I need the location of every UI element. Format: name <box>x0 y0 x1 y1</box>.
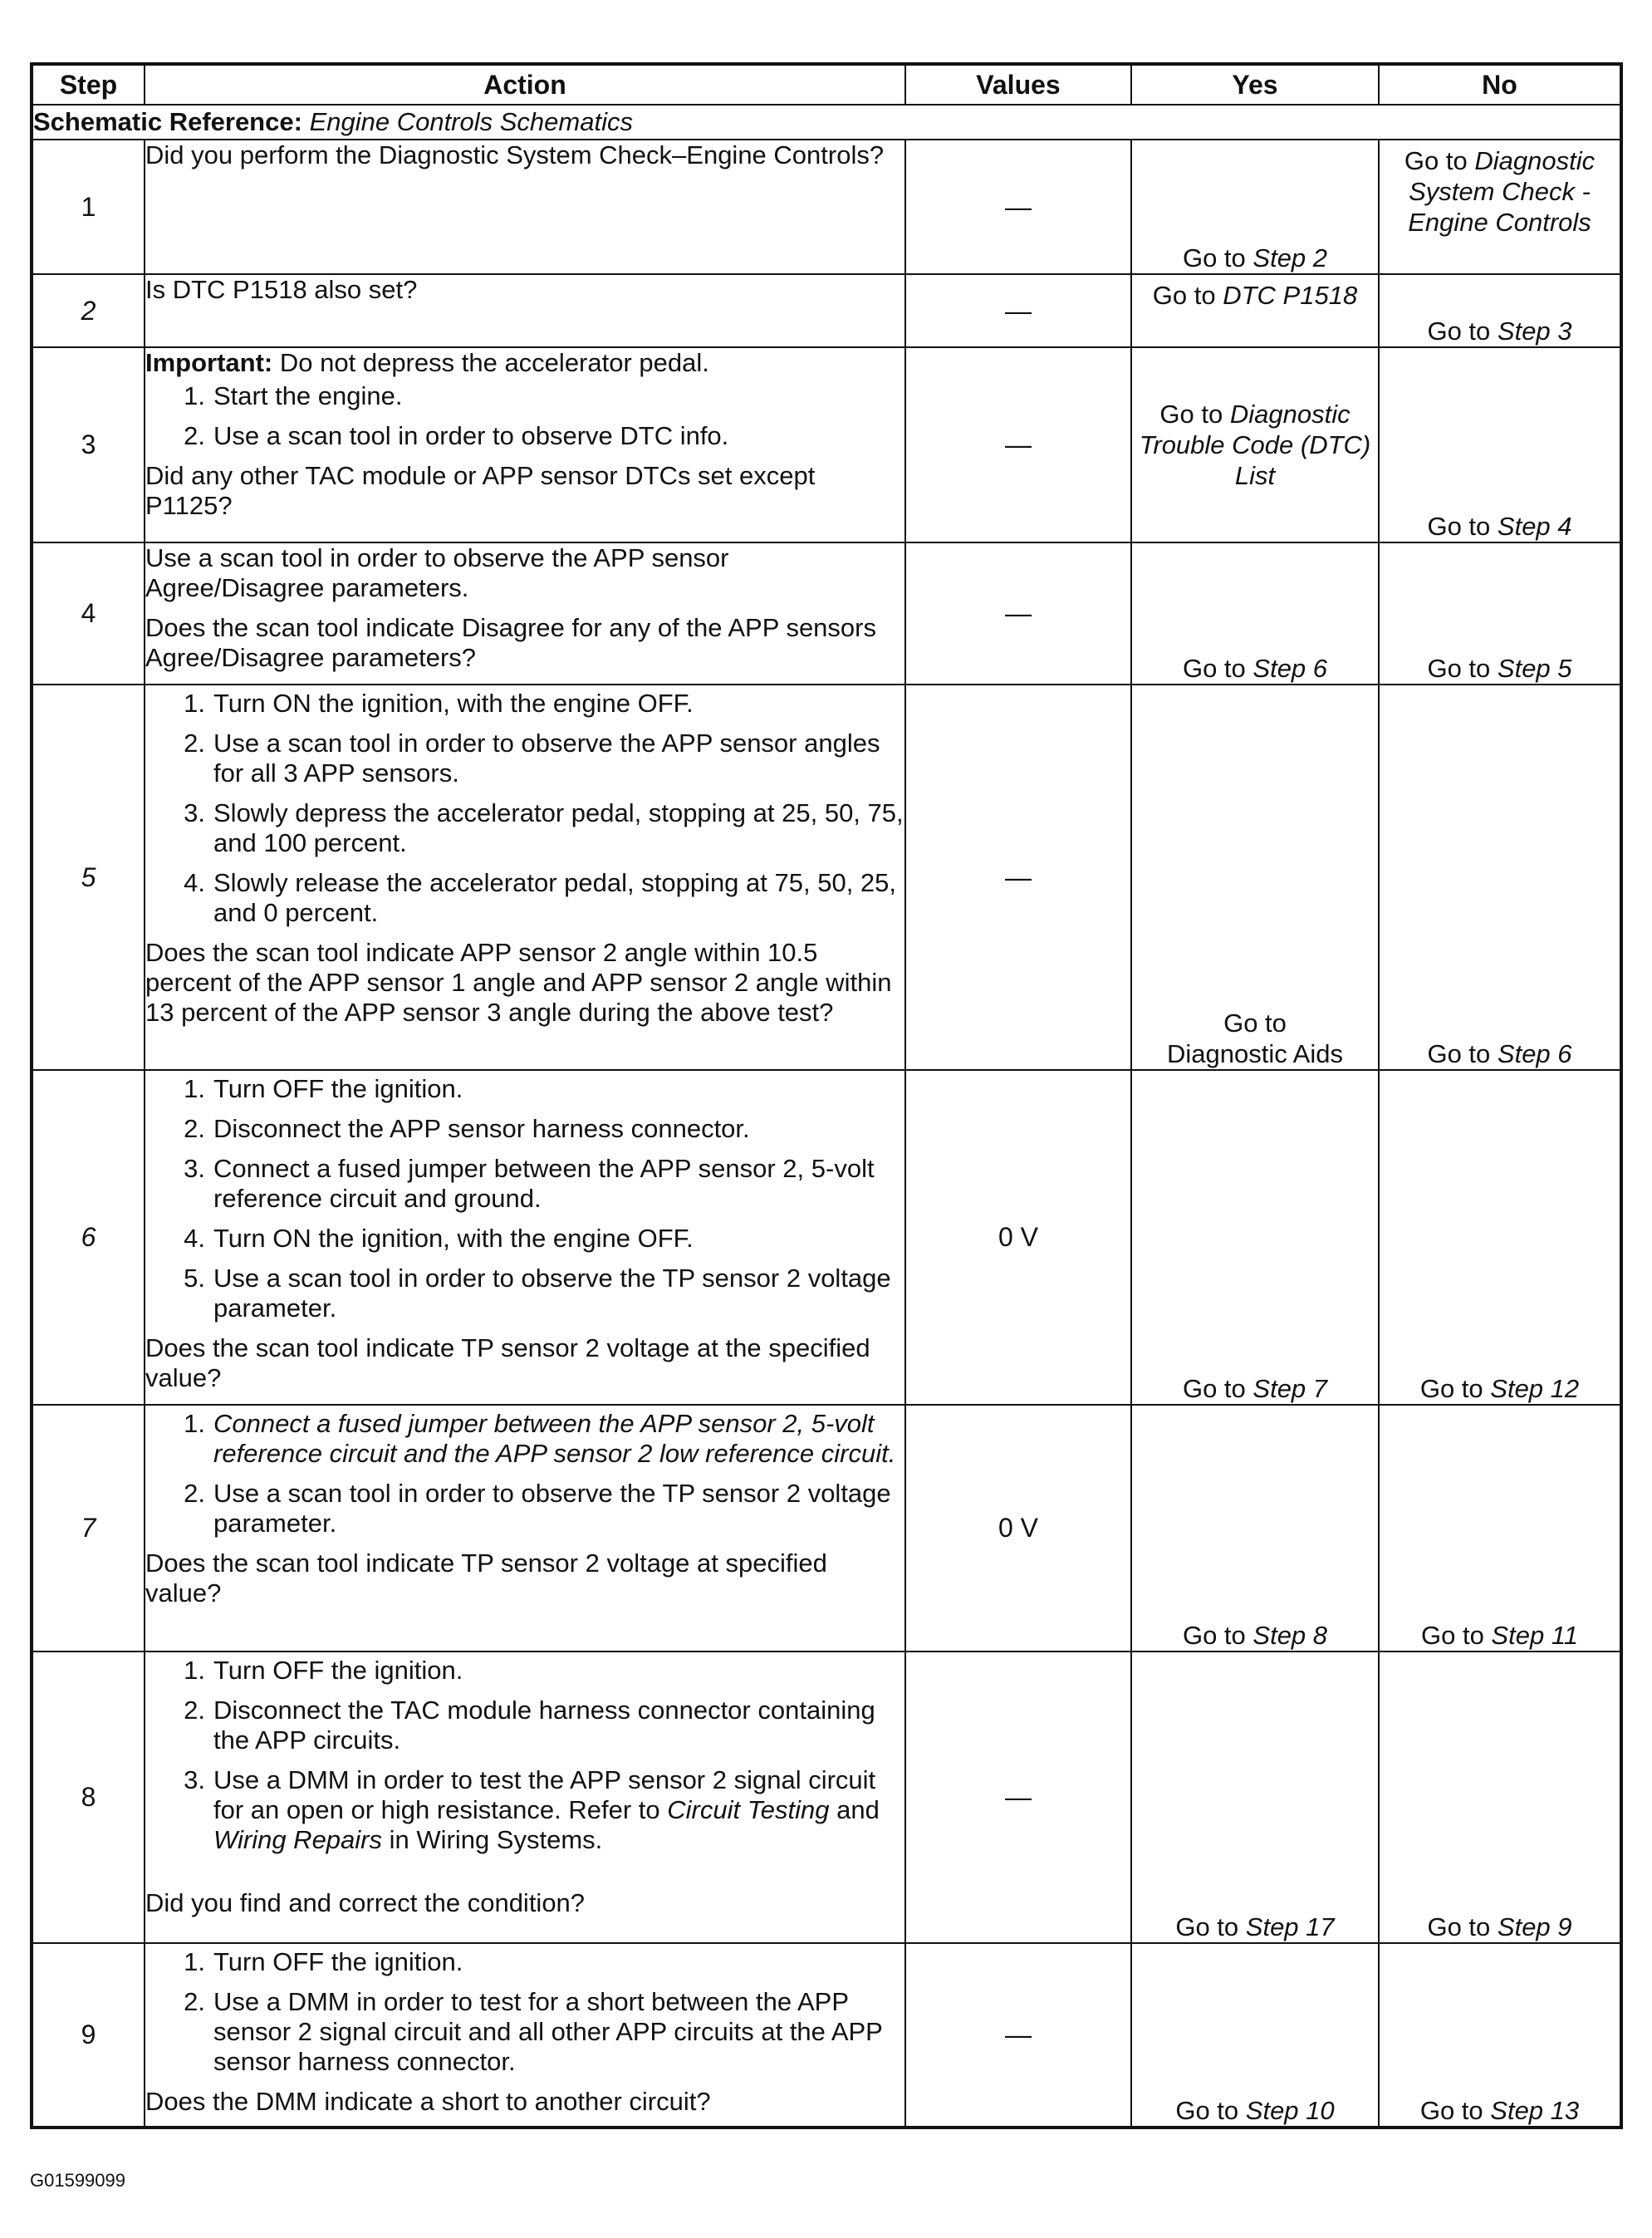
step-number: 2 <box>32 274 145 347</box>
no-cell <box>1379 347 1621 542</box>
diagnostic-table-container <box>30 62 1623 2129</box>
yes-link[interactable]: Step 6 <box>1252 654 1328 683</box>
list-item-text: Connect a fused jumper between the APP sensor 2, 5-volt reference circuit and ground. <box>213 1154 875 1213</box>
list-item: 1. Connect a fused jumper between the APP sensor 2, 5-volt reference circuit and the APP sensor 2 low reference circuit. <box>145 1409 904 1469</box>
no-link[interactable]: Step 6 <box>1497 1039 1572 1068</box>
list-item-text: Use a scan tool in order to observe the TP sensor 2 voltage parameter. <box>213 1264 891 1323</box>
step-number: 1 <box>32 140 145 274</box>
action-question: Does the scan tool indicate TP sensor 2 voltage at the specified value? <box>145 1333 870 1392</box>
yes-prefix: Go to <box>1182 654 1253 683</box>
yes-cell <box>1131 1652 1379 1943</box>
important-text: Do not depress the accelerator pedal. <box>279 348 709 377</box>
schematic-reference-label: Schematic Reference: <box>33 107 302 136</box>
item-text: in Wiring Systems. <box>382 1825 603 1854</box>
yes-prefix: Go to <box>1175 2096 1246 2125</box>
list-item-text: Slowly depress the accelerator pedal, stopping at 25, 50, 75, and 100 percent. <box>213 798 904 857</box>
important-note <box>145 348 904 378</box>
list-item-text: Use a DMM in order to test for a short between the APP sensor 2 signal circuit and all other APP circuits at the APP sensor harness connector. <box>213 1987 883 2076</box>
no-prefix: Go to <box>1419 1374 1491 1403</box>
list-item: 2. Use a scan tool in order to observe the TP sensor 2 voltage parameter. <box>145 1479 904 1539</box>
list-item-text: Turn ON the ignition, with the engine OFF. <box>213 689 694 718</box>
action-question: Did any other TAC module or APP sensor DTCs set except P1125? <box>145 461 816 520</box>
list-item: 4. Slowly release the accelerator pedal, stopping at 75, 50, 25, and 0 percent. <box>145 868 904 928</box>
yes-link[interactable]: Diagnostic Trouble Code (DTC) List <box>1139 400 1371 490</box>
no-prefix: Go to <box>1427 317 1498 346</box>
diagnostic-table <box>30 62 1623 2129</box>
yes-cell <box>1131 347 1379 542</box>
no-link[interactable]: Step 11 <box>1491 1621 1578 1650</box>
list-item: 3. Slowly depress the accelerator pedal, stopping at 25, 50, 75, and 100 percent. <box>184 798 904 857</box>
step-number: 3 <box>32 347 145 542</box>
list-item-text: Use a scan tool in order to observe the APP sensor angles for all 3 APP sensors. <box>213 729 880 788</box>
no-cell <box>1379 1070 1621 1405</box>
yes-cell <box>1131 274 1379 347</box>
no-cell <box>1379 1652 1621 1943</box>
step-number: 5 <box>32 685 145 1070</box>
action-question: Does the scan tool indicate Disagree for any of the APP sensors Agree/Disagree parameters? <box>145 613 876 672</box>
header-yes: Yes <box>1131 64 1379 105</box>
list-item-text <box>213 1765 904 1855</box>
table-row-step-3 <box>32 347 1621 542</box>
yes-prefix: Go to <box>1182 1374 1253 1403</box>
yes-cell <box>1131 1405 1379 1652</box>
action-intro: Use a scan tool in order to observe the APP sensor Agree/Disagree parameters. <box>145 543 729 602</box>
list-item-text: Turn OFF the ignition. <box>213 1656 463 1685</box>
no-prefix: Go to <box>1404 146 1475 175</box>
table-row-step-5 <box>32 685 1621 1070</box>
header-row <box>32 64 1621 105</box>
list-item: 1. Start the engine. <box>145 381 904 411</box>
no-cell <box>1379 140 1621 274</box>
action-question: Does the scan tool indicate TP sensor 2 voltage at specified value? <box>145 1548 827 1607</box>
list-item-text: Connect a fused jumper between the APP sensor 2, 5-volt reference circuit and the APP sensor 2 low reference circuit. <box>213 1409 896 1468</box>
wiring-repairs-link[interactable]: Wiring Repairs <box>213 1825 382 1854</box>
no-cell <box>1379 1943 1621 2128</box>
list-item: 3. Use a DMM in order to test the APP sensor 2 signal circuit for an open or high resistance. Refer to Circuit Testing and Wiring Repairs in Wiring Systems. <box>145 1765 904 1855</box>
no-cell <box>1379 542 1621 685</box>
yes-link[interactable]: Step 8 <box>1252 1621 1328 1650</box>
values-cell: 0 V <box>905 1405 1131 1652</box>
action-question: Does the DMM indicate a short to another circuit? <box>145 2087 711 2116</box>
header-values: Values <box>905 64 1131 105</box>
action-question: Did you perform the Diagnostic System Check–Engine Controls? <box>145 140 885 169</box>
values-cell: — <box>905 274 1131 347</box>
values-cell: 0 V <box>905 1070 1131 1405</box>
list-item: 1. Turn OFF the ignition. <box>145 1947 904 1977</box>
list-item: 4. Turn ON the ignition, with the engine OFF. <box>145 1224 904 1254</box>
action-cell <box>145 274 905 347</box>
list-item: 2. Use a scan tool in order to observe the APP sensor angles for all 3 APP sensors. <box>145 729 904 788</box>
yes-prefix: Go to <box>1182 243 1253 272</box>
values-cell: — <box>905 347 1131 542</box>
schematic-reference-row <box>32 105 1621 140</box>
step-number: 6 <box>32 1070 145 1405</box>
no-link[interactable]: Diagnostic System Check - Engine Controls <box>1408 146 1596 237</box>
no-link[interactable]: Step 3 <box>1497 317 1572 346</box>
action-cell <box>145 685 905 1070</box>
yes-prefix: Go to <box>1182 1621 1253 1650</box>
action-question: Is DTC P1518 also set? <box>145 275 418 304</box>
table-row-step-8 <box>32 1652 1621 1943</box>
step-number: 4 <box>32 542 145 685</box>
list-item-text: Use a scan tool in order to observe the TP sensor 2 voltage parameter. <box>213 1479 891 1538</box>
list-item: 2. Disconnect the TAC module harness connector containing the APP circuits. <box>145 1696 904 1755</box>
header-step: Step <box>32 64 145 105</box>
list-item: 1. Turn OFF the ignition. <box>145 1074 904 1104</box>
yes-cell <box>1131 542 1379 685</box>
yes-link[interactable]: Step 2 <box>1252 243 1328 272</box>
list-item: 1. Turn ON the ignition, with the engine OFF. <box>145 689 904 719</box>
table-row-step-7 <box>32 1405 1621 1652</box>
values-cell: — <box>905 140 1131 274</box>
no-link[interactable]: Step 9 <box>1497 1912 1572 1941</box>
action-steps <box>145 1074 904 1323</box>
list-item-text: Turn OFF the ignition. <box>213 1074 463 1103</box>
list-item-text: Slowly release the accelerator pedal, stopping at 75, 50, 25, and 0 percent. <box>213 868 897 927</box>
schematic-reference-link[interactable]: Engine Controls Schematics <box>309 107 633 136</box>
no-cell <box>1379 685 1621 1070</box>
table-row-step-6 <box>32 1070 1621 1405</box>
action-steps <box>145 1947 904 2077</box>
yes-link[interactable]: DTC P1518 <box>1223 281 1358 310</box>
yes-cell <box>1131 1070 1379 1405</box>
action-cell <box>145 1943 905 2128</box>
no-link[interactable]: Step 12 <box>1490 1374 1580 1403</box>
table-row-step-2 <box>32 274 1621 347</box>
list-item-text: Turn ON the ignition, with the engine OFF. <box>213 1224 694 1253</box>
values-cell: — <box>905 1652 1131 1943</box>
no-link[interactable]: Step 13 <box>1490 2096 1580 2125</box>
header-no: No <box>1379 64 1621 105</box>
action-cell <box>145 1652 905 1943</box>
no-cell <box>1379 274 1621 347</box>
yes-cell <box>1131 1943 1379 2128</box>
circuit-testing-link[interactable]: Circuit Testing <box>667 1795 830 1824</box>
values-cell: — <box>905 542 1131 685</box>
action-steps <box>145 381 904 451</box>
yes-cell <box>1131 140 1379 274</box>
action-steps <box>145 1409 904 1539</box>
header-action: Action <box>145 64 905 105</box>
list-item-text: Use a scan tool in order to observe DTC info. <box>213 421 729 450</box>
item-text: and <box>829 1795 880 1824</box>
list-item-text: Turn OFF the ignition. <box>213 1947 463 1976</box>
yes-prefix: Go to <box>1223 1009 1287 1038</box>
yes-link[interactable]: Step 7 <box>1252 1374 1328 1403</box>
yes-cell <box>1131 685 1379 1070</box>
no-prefix: Go to <box>1427 1039 1498 1068</box>
action-steps <box>145 689 904 928</box>
yes-prefix: Go to <box>1152 281 1223 310</box>
list-item-text: Disconnect the TAC module harness connector containing the APP circuits. <box>213 1696 875 1755</box>
no-link[interactable]: Step 4 <box>1497 512 1572 541</box>
step-number: 7 <box>32 1405 145 1652</box>
item-text: Use a DMM in order to test the APP sensor 2 signal circuit for an open or high resistance. Refer to <box>213 1765 876 1824</box>
list-item-text: Start the engine. <box>213 381 403 410</box>
list-item: 2. Use a scan tool in order to observe DTC info. <box>145 421 904 451</box>
list-item: 3. Connect a fused jumper between the APP sensor 2, 5-volt reference circuit and ground. <box>145 1154 904 1214</box>
figure-id: G01599099 <box>30 2170 125 2191</box>
no-prefix: Go to <box>1427 512 1498 541</box>
no-prefix: Go to <box>1419 2096 1491 2125</box>
yes-prefix: Go to <box>1159 400 1230 429</box>
action-cell <box>145 140 905 274</box>
action-cell <box>145 1405 905 1652</box>
yes-link[interactable]: Step 17 <box>1245 1912 1335 1941</box>
list-item: 1. Turn OFF the ignition. <box>145 1656 904 1686</box>
action-cell <box>145 347 905 542</box>
action-question: Did you find and correct the condition? <box>145 1888 586 1917</box>
list-item: 5. Use a scan tool in order to observe the TP sensor 2 voltage parameter. <box>145 1264 904 1323</box>
action-cell <box>145 1070 905 1405</box>
action-cell <box>145 542 905 685</box>
action-steps <box>145 1656 904 1855</box>
table-row-step-4 <box>32 542 1621 685</box>
no-prefix: Go to <box>1420 1621 1492 1650</box>
step-number: 9 <box>32 1943 145 2128</box>
table-row-step-1 <box>32 140 1621 274</box>
values-cell: — <box>905 1943 1131 2128</box>
table-row-step-9 <box>32 1943 1621 2128</box>
list-item: 2. Use a DMM in order to test for a short between the APP sensor 2 signal circuit and all other APP circuits at the APP sensor harness connector. <box>145 1987 904 2077</box>
step-number: 8 <box>32 1652 145 1943</box>
no-prefix: Go to <box>1427 654 1498 683</box>
list-item-text: Disconnect the APP sensor harness connector. <box>213 1114 750 1143</box>
yes-link[interactable]: Diagnostic Aids <box>1167 1039 1343 1068</box>
schematic-reference <box>32 105 1621 140</box>
yes-prefix: Go to <box>1175 1912 1246 1941</box>
yes-link[interactable]: Step 10 <box>1245 2096 1335 2125</box>
action-question: Does the scan tool indicate APP sensor 2 angle within 10.5 percent of the APP sensor 1 angle and APP sensor 2 angle within 13 percent of the APP sensor 3 angle during the above test? <box>145 938 892 1027</box>
values-cell: — <box>905 685 1131 1070</box>
no-prefix: Go to <box>1427 1912 1498 1941</box>
no-cell <box>1379 1405 1621 1652</box>
no-link[interactable]: Step 5 <box>1497 654 1572 683</box>
list-item: 2. Disconnect the APP sensor harness connector. <box>145 1114 904 1144</box>
important-label: Important: <box>145 348 273 377</box>
